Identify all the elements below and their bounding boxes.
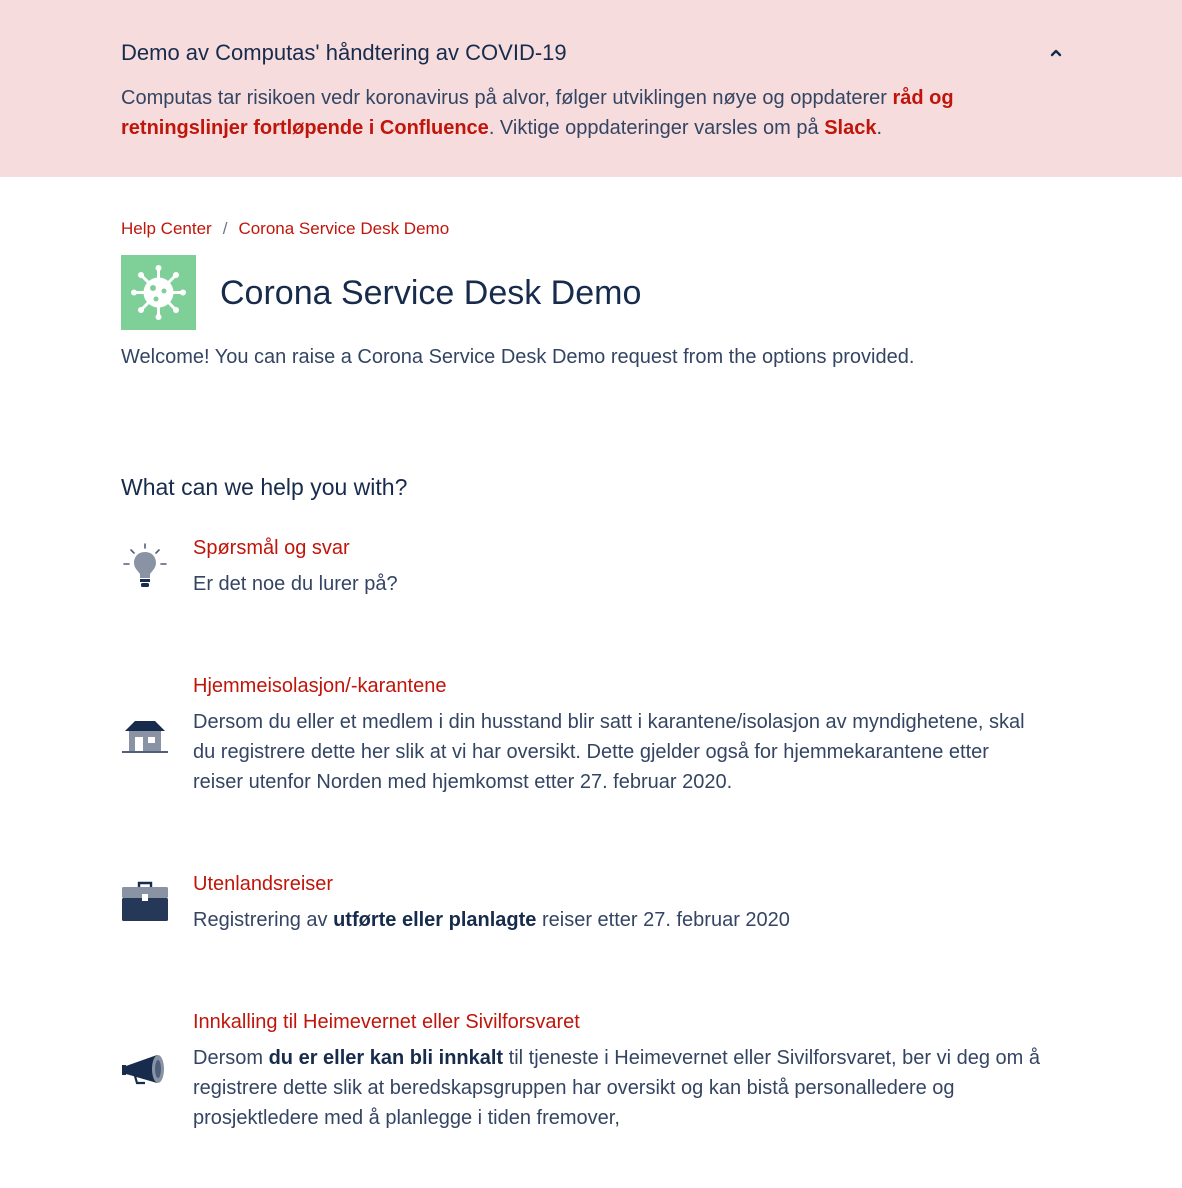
- description-emphasis: du er eller kan bli innkalt: [268, 1047, 504, 1069]
- request-description: Er det noe du lurer på?: [193, 573, 398, 595]
- confluence-link[interactable]: råd og retningslinjer fortløpende i Confluence: [121, 87, 954, 139]
- description-part: Dersom: [193, 1047, 269, 1069]
- briefcase-icon: [121, 877, 169, 925]
- request-title[interactable]: Innkalling til Heimevernet eller Sivilforsvaret: [193, 1011, 580, 1033]
- house-icon: [121, 711, 169, 759]
- collapse-banner-button[interactable]: [1044, 42, 1068, 64]
- slack-link[interactable]: Slack: [824, 116, 877, 139]
- service-desk-logo: [121, 255, 196, 330]
- banner-text: [121, 84, 1041, 143]
- covid-banner: [0, 0, 1182, 177]
- chevron-up-icon: [1044, 42, 1068, 64]
- banner-text-part: . Viktige oppdateringer varsles om på: [488, 116, 825, 139]
- request-title[interactable]: Hjemmeisolasjon/-karantene: [193, 675, 447, 697]
- description-part: reiser etter 27. februar 2020: [536, 909, 790, 931]
- description-part: til tjeneste i Heimevernet eller Sivilforsvaret, ber vi deg om å registrere dette slik at beredskapsgruppen har oversikt og kan bistå personalledere og prosjektledere med å planlegge i tiden fremover,: [193, 1047, 1040, 1129]
- megaphone-icon: [121, 1045, 169, 1093]
- lightbulb-icon: [121, 542, 169, 590]
- virus-icon: [121, 255, 196, 330]
- breadcrumb-separator: /: [222, 219, 228, 238]
- request-description: [193, 905, 1043, 935]
- breadcrumb: [121, 219, 449, 239]
- request-title[interactable]: Spørsmål og svar: [193, 537, 350, 559]
- breadcrumb-help-center[interactable]: Help Center: [121, 219, 212, 238]
- description-part: Registrering av: [193, 909, 334, 931]
- description-emphasis: utførte eller planlagte: [333, 909, 537, 931]
- request-description: Dersom du eller et medlem i din husstand blir satt i karantene/isolasjon av myndighetene, skal du registrere dette her slik at vi har oversikt. Dette gjelder også for hjemmekarantene etter reiser utenfor Norden med hjemkomst etter 27. februar 2020.: [193, 711, 1025, 793]
- welcome-text: Welcome! You can raise a Corona Service Desk Demo request from the options provided.: [121, 346, 915, 368]
- request-description: [193, 1043, 1043, 1133]
- banner-title: Demo av Computas' håndtering av COVID-19: [121, 40, 567, 65]
- banner-text-part: Computas tar risikoen vedr koronavirus på alvor, følger utviklingen nøye og oppdaterer: [121, 87, 893, 109]
- breadcrumb-current[interactable]: Corona Service Desk Demo: [238, 219, 450, 238]
- help-heading: What can we help you with?: [121, 474, 408, 500]
- banner-text-part: .: [876, 116, 883, 139]
- request-title[interactable]: Utenlandsreiser: [193, 873, 334, 895]
- page-title: Corona Service Desk Demo: [220, 274, 642, 312]
